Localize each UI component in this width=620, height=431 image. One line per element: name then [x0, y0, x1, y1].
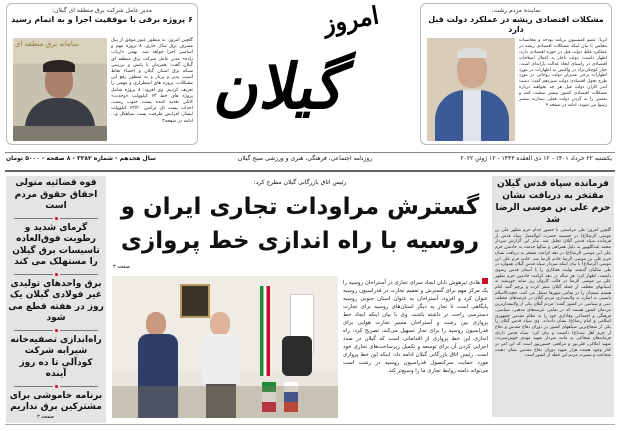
- separator: [14, 271, 98, 277]
- logo-main: گیلان: [209, 50, 356, 123]
- news-brief[interactable]: گرمای شدید و رطوبت فوق‌العاده تاسیسات برق گیلان را مستهلک می کند: [12, 222, 100, 267]
- right-news-column[interactable]: [492, 176, 614, 417]
- right-article-title[interactable]: فرمانده سپاه قدس گیلان مفتخر به دریافت نشان حرم علی بن موسی الرضا شد: [495, 179, 611, 225]
- logo-sub: امروز: [320, 0, 381, 39]
- headline-line-1: گسترش مراودات تجاری ایران و: [120, 194, 480, 220]
- divider: [5, 424, 615, 425]
- dateline-issue: سال هجدهم - شماره ۳۲۸۲ - ۸ صفحه - ۵۰۰۰ تومان: [6, 155, 156, 162]
- article-kicker: نماینده مردم رشت:: [491, 7, 541, 14]
- headline-line-2: روسیه با راه اندازی خط پروازی: [120, 228, 480, 254]
- top-right-article[interactable]: [420, 3, 612, 145]
- dateline-description: روزنامه اجتماعی، فرهنگی، هنری و ورزشی صبح گیلان: [237, 155, 373, 162]
- masthead-logo[interactable]: [205, 0, 415, 145]
- article-photo: [13, 38, 107, 141]
- article-body: گلچین امروز: به منظور عبور موفق از پیک مصرف برق سال جاری، ۸ پروژه مهم و اساسی اجرا خواهد شد. بهمن «ارباب زاده» مدیر عامل شرکت برق منطقه ای گیلان گفت: همزمان با پایش و بررسی شبکه برق استان گیلان و احصاء نقاط آسیب پذیر و پربار و به منظور رفع این مشکلات، پروژه های اضطراری و مهمی را تعریف کردیم. وی افزود: ۸ پروژه شامل پروژه های خط ۶۳ کیلوولت «وحدت» کابلی تغذیه کننده پست جنوب رشت، احداث پست تک ترانس ۶۳/۲۰ کیلوولت لیسار، افزایش ظرفیت پست سیاهکل و... ادامه در صفحه۳: [111, 38, 194, 124]
- divider: [5, 170, 615, 172]
- article-body: ایرنا: عضو کمیسیون برنامه بودجه و محاسبات مجلس با بیان اینکه مشکلات اقتصادی ریشه در عملکرد غلط دولت قبل در حوزه اقتصادی دارد، اظهار داشت: دولت ناچار به اعمال اصلاحات اقتصادی در راستای ایجاد عدالت یارانه‌ای است. جبار کوچکی‌نژاد در واکنش به اظهارات در مورد اظهارات برخی مدیران دولت روحانی در مورد طرح تحول اقتصادی دولت سیزدهم گفت: دست اندر کاران دولت قبل هر چه بخواهند درباره مشکلات اقتصادی کشور بیشتر صحبت کنند و تقصیر را به گردن دولت فعلی بیندازند بیشتر رسوا می شوند. ادامه در صفحه ۳: [519, 38, 607, 108]
- main-photo: [112, 276, 338, 418]
- article-kicker: مدیر عامل شرکت برق منطقه ای گیلان:: [52, 7, 152, 14]
- dateline-date: یکشنبه ۲۲ خرداد ۱۴۰۱ - ۱۲ ذی العقده ۱۴۴۳ - ۱۲ ژوئن ۲۰۲۲: [460, 155, 612, 162]
- news-brief[interactable]: برق واحدهای تولیدی غیر فولادی گیلان یک روز در هفته قطع می شود: [8, 278, 104, 323]
- news-brief[interactable]: برنامه خاموشی برای مشترکین برق نداریم: [9, 390, 103, 412]
- news-brief[interactable]: قوه قضائیه متولی احقاق حقوق مردم است: [14, 178, 98, 211]
- page-ref: صفحه ۳: [37, 413, 54, 420]
- right-article-body: گلچین امروز: طی مراسمی با حضور خدام حرم مطهر علی بن موسی الرضا(ع) در حسینیه حضرت ابوالفضل سپاه قدس از فرمانده سپاه قدس گیلان تجلیل شد. بنابر این گزارش سردار محمد عبداللهپور به دلیل همراهی و سالها خدمت به خادمین حرم علی ابن موسی الرضا(ع) در دهه کرامت مفتخر به دریافت نشان حرم علی بن موسی الرضا خادم الرضا شد. خادم حرم علی ابن موسی الرضا(ع) با بیان اینکه سردار سپاه قدس گیلان همواره در طی سالیان گذشته نهایت همکاری را با آستان قدس رضوی داشتند، اظهار کرد: هر ساله در دهه کرامت خادمین حرم مطهر علی بن موسی الرضا در قالب کاروان زیر سایه خورشید به استانهای مختلف از جمله گیلان سفر کرده و پرچم گنبد امام هشتم شیعیان را در تمامی شهرها منتقل می کنند. حجت‌الاسلام یاسینی به اشاره به ولایتمداری مردم گیلان در عرصه‌های مختلف دینی و سیاسی در کشور گفت: مردم گیلان یکی از ولایتمدارترین مردمان کشور هستند که در تمامی عرصه‌های مذهبی، سیاسی، فرهنگی و اجتماعی وفاداری خود را به نظام مقدس جمهوری اسلامی و امام رضا(ع) نشان داده‌اند. وی سپاه قدس گیلان را یکی از شجاع‌ترین سپاههای کشور در دوران دفاع مقدس و دفاع از حرم اهل بیت(ع) دانست و بیان کرد: سپاه قدس دارای فرماندهان شجاعی به مانند سردار شهید مهدی خوش‌سیرت، شهید املاکی، قلی‌پور و مرافعی حسین‌پور است که این امر در کنار وجود هشت هزار شهید دوران دفاع مقدس نشان دهنده شجاعت و بصیرت مردم این خطه از کشور است.: [495, 228, 611, 359]
- separator: [14, 215, 98, 221]
- top-left-article[interactable]: [6, 3, 198, 145]
- article-title[interactable]: ۶ پروژه برقی با موفقیت اجرا و به اتمام رسید: [11, 15, 193, 24]
- main-body: [343, 278, 488, 375]
- main-headline[interactable]: [112, 190, 488, 258]
- bullet-icon: [482, 278, 488, 284]
- separator: [14, 327, 98, 333]
- page-ref: صفحه ۳: [113, 264, 130, 270]
- article-photo: [427, 38, 515, 141]
- main-kicker: رئیس اتاق بازرگانی گیلان مطرح کرد:: [253, 179, 347, 186]
- article-title[interactable]: مشکلات اقتصادی ریشه در عملکرد دولت قبل دارد: [428, 15, 604, 34]
- photo-caption: سامانه برق منطقه ای: [15, 40, 79, 48]
- news-brief[interactable]: راه‌اندازی تصفیه‌خانه شیرابه شرکت کودآلی تا ده روز آینده: [10, 334, 102, 379]
- left-news-column: [6, 176, 106, 423]
- divider: [5, 152, 615, 153]
- separator: [14, 383, 98, 389]
- main-body-text: هادی تیزهوش تابان ایجاد سرای تجاری در آستراخان روسیه را یک مرکز مهم برای گسترش و تعمیم تجارت در فدراسیون روسیه عنوان کرد و افزود: آستراخان به عنوان استان جنوبی روسیه پایگاهی است تا تجار به دیگر استان‌های روسیه برای تجارت دسترسی راحت تر داشته باشند. وی با بیان اینکه ایجاد خط پروازی بین رشت و آستراخان مسیر تجارت هوایی برای فدراسیون روسیه را برای تجار تسهیل می‌کند، تصریح کرد: راه اندازی این خط پروازی از اقداماتی است که گیلان در صدد اجرایی کردن آن برای توسعه و تکمیل زیرساخت‌های تجاری خود است. رئیس اتاق بازرگانی گیلان ادامه داد: اینکه این خط پروازی مورد حمایت سرکنسول فدراسیون روسیه در رشت است می‌تواند دامنه روابط تجاری ما را وسیع‌تر کند.: [343, 280, 488, 374]
